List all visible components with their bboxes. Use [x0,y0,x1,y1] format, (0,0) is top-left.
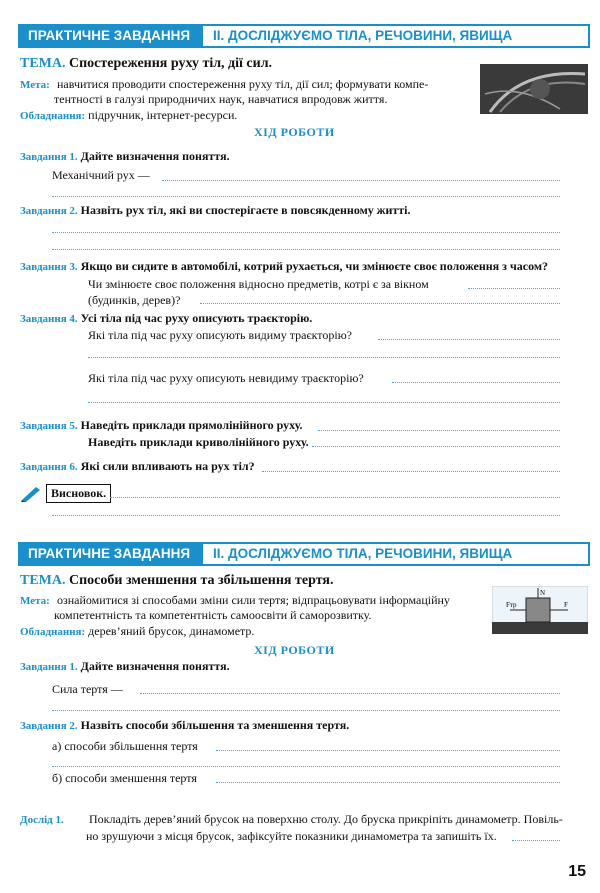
tema-label: ТЕМА. [20,573,66,588]
answer-line[interactable] [262,471,560,472]
section2-header-left: ПРАКТИЧНЕ ЗАВДАННЯ [18,542,203,566]
equip-label: Обладнання: [20,626,86,638]
answer-line[interactable] [392,382,560,383]
answer-line[interactable] [512,840,560,841]
task-text: Покладіть дерев’яний брусок на поверхню столу. До бруска прикріпіть динамометр. Повіль- [89,812,563,826]
task-label: Завдання 1. [20,661,78,673]
s1-task4 [20,311,312,326]
answer-line[interactable] [378,339,560,340]
meta-line1: ознайомитися зі способами зміни сили тертя; відпрацьовувати інформаційну [57,593,450,607]
answer-line[interactable] [52,196,560,197]
meta-line2: компетентність та компетентність самоосвіти й саморозвитку. [54,608,372,622]
answer-line[interactable] [110,497,560,498]
answer-line[interactable] [52,710,560,711]
task-label: Завдання 5. [20,420,78,432]
task-label: Завдання 2. [20,720,78,732]
meta-label: Мета: [20,79,50,91]
answer-line[interactable] [200,303,560,304]
section2-header [18,542,590,566]
section1-tema [20,56,272,72]
task-label: Дослід 1. [20,814,64,826]
s2-d1-line2: но зрушуючи з місця брусок, зафіксуйте показники динамометра та запишіть їх. [86,829,497,843]
task-text: Назвіть рух тіл, які ви спостерігаєте в повсякденному житті. [80,203,411,217]
answer-line[interactable] [88,357,560,358]
s1-task6 [20,459,255,474]
s1-t5-text2: Наведіть приклади криволінійного руху. [88,435,309,449]
label-f: F [564,601,568,609]
tema-label: ТЕМА. [20,56,66,71]
task-text: Дайте визначення поняття. [80,149,230,163]
section2-header-right: ІІ. ДОСЛІДЖУЄМО ТІЛА, РЕЧОВИНИ, ЯВИЩА [203,542,590,566]
section1-header-right: ІІ. ДОСЛІДЖУЄМО ТІЛА, РЕЧОВИНИ, ЯВИЩА [203,24,590,48]
answer-line[interactable] [52,249,560,250]
section2-tema [20,573,333,589]
label-ftr: Fтр [506,601,517,609]
section1-header-left: ПРАКТИЧНЕ ЗАВДАННЯ [18,24,203,48]
motion-photo [480,64,588,114]
equip-label: Обладнання: [20,110,86,122]
s1-t3-sub2: (будинків, дерев)? [88,293,181,307]
answer-line[interactable] [468,288,560,289]
answer-line[interactable] [88,402,560,403]
conclusion-label: Висновок. [46,484,111,503]
s2-term: Сила тертя — [52,682,123,696]
answer-line[interactable] [140,693,560,694]
s1-task1 [20,149,230,164]
s2-t2-b: б) способи зменшення тертя [52,771,197,785]
task-label: Завдання 1. [20,151,78,163]
s1-t4-q1: Які тіла під час руху описують видиму траєкторію? [88,328,352,342]
conclusion [20,484,111,503]
task-label: Завдання 6. [20,461,78,473]
page-number: 15 [568,863,586,880]
task-text: Якщо ви сидите в автомобілі, котрий рухається, чи змінюєте своє положення з часом? [80,259,549,273]
section2-hid: ХІД РОБОТИ [254,643,335,657]
answer-line[interactable] [312,446,560,447]
s2-experiment1 [20,812,563,827]
pencil-icon [20,485,42,503]
answer-line[interactable] [216,782,560,783]
s1-task3 [20,259,548,274]
meta-label: Мета: [20,595,50,607]
friction-diagram [492,586,588,634]
answer-line[interactable] [52,232,560,233]
task-label: Завдання 4. [20,313,78,325]
task-text: Назвіть способи збільшення та зменшення тертя. [80,718,350,732]
s2-t2-a: а) способи збільшення тертя [52,739,198,753]
section1-equipment [20,107,237,124]
task-label: Завдання 2. [20,205,78,217]
task-text: Усі тіла під час руху описують траєкторію. [80,311,313,325]
task-text: Які сили впливають на рух тіл? [80,459,255,473]
tema-text: Способи зменшення та збільшення тертя. [69,573,334,588]
section1-hid: ХІД РОБОТИ [254,125,335,139]
s2-task1 [20,659,230,674]
s2-task2 [20,718,349,733]
answer-line[interactable] [52,766,560,767]
section2-equipment [20,623,254,640]
equip-text: підручник, інтернет-ресурси. [88,108,238,122]
s1-t3-sub1: Чи змінюєте своє положення відносно предметів, котрі є за вікном [88,277,429,291]
task-text: Наведіть приклади прямолінійного руху. [80,418,303,432]
answer-line[interactable] [318,430,560,431]
answer-line[interactable] [162,180,560,181]
answer-line[interactable] [52,515,560,516]
s1-task2 [20,203,411,218]
equip-text: дерев’яний брусок, динамометр. [88,624,255,638]
s1-task5 [20,418,303,433]
task-text: Дайте визначення поняття. [80,659,230,673]
meta-line2: тентності в галузі природничих наук, навчатися впродовж життя. [54,92,388,106]
section1-header [18,24,590,48]
label-n: N [540,589,546,597]
answer-line[interactable] [216,750,560,751]
task-label: Завдання 3. [20,261,78,273]
tema-text: Спостереження руху тіл, дії сил. [69,56,273,71]
meta-line1: навчитися проводити спостереження руху тіл, дії сил; формувати компе- [57,77,429,91]
s1-term: Механічний рух — [52,168,150,182]
s1-t4-q2: Які тіла під час руху описують невидиму траєкторію? [88,371,364,385]
